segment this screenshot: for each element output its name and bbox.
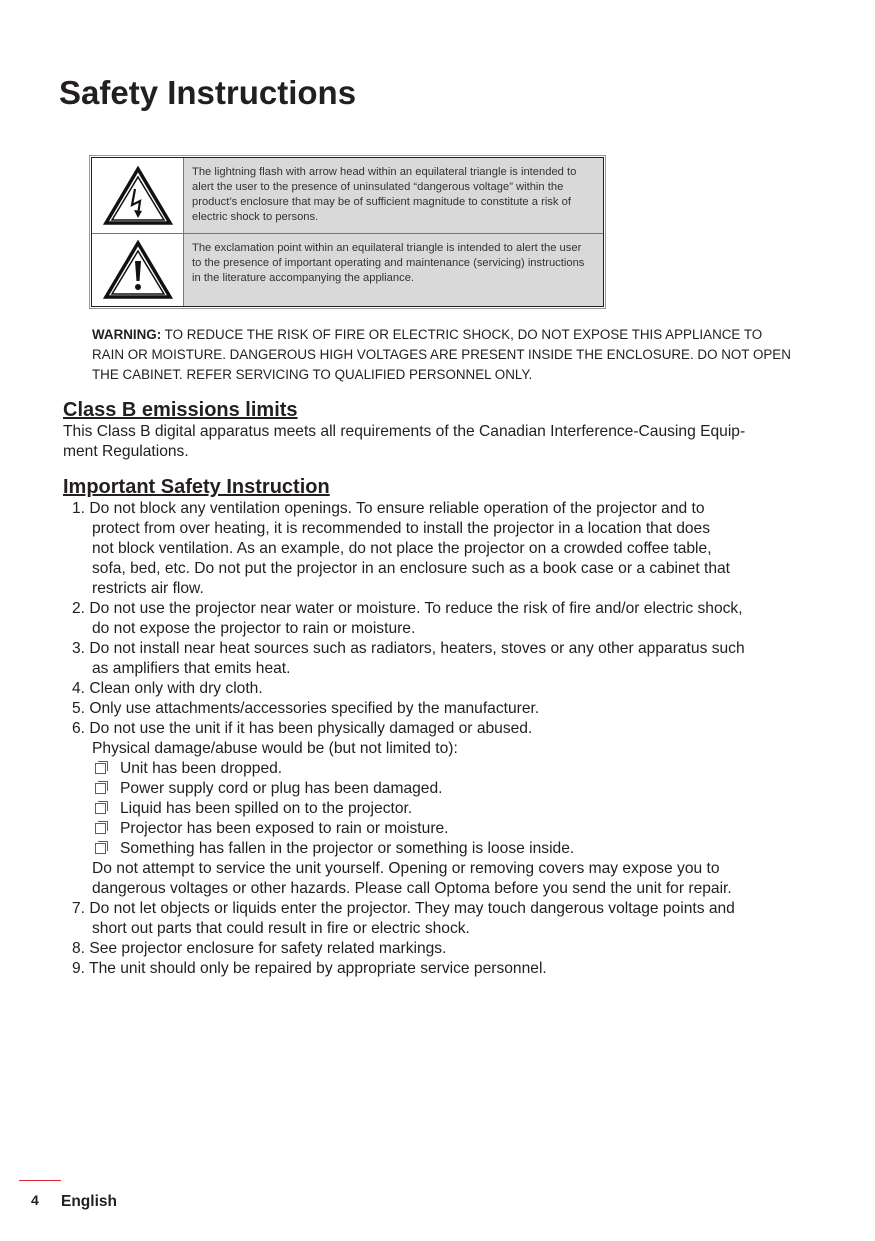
damage-bullet <box>95 799 412 819</box>
list-item: short out parts that could result in fire or electric shock. <box>92 920 470 937</box>
list-item: Do not attempt to service the unit yourself. Opening or removing covers may expose you to <box>92 860 720 877</box>
list-item: 7. Do not let objects or liquids enter the projector. They may touch dangerous voltage points and <box>72 900 735 917</box>
list-item: Physical damage/abuse would be (but not limited to): <box>92 740 458 757</box>
class-b-text <box>63 422 803 462</box>
symbol-row-exclamation <box>92 234 603 306</box>
list-item: 2. Do not use the projector near water or moisture. To reduce the risk of fire and/or electric shock, <box>72 600 743 617</box>
list-item: 4. Clean only with dry cloth. <box>72 680 263 697</box>
page-number: 4 <box>31 1192 39 1208</box>
checkbox-bullet-icon <box>95 783 106 794</box>
symbol-row-lightning <box>92 158 603 234</box>
damage-bullet-text: Something has fallen in the projector or something is loose inside. <box>120 840 575 857</box>
warning-notice <box>92 325 792 385</box>
damage-bullet-text: Projector has been exposed to rain or moisture. <box>120 820 449 837</box>
class-b-text-line: ment Regulations. <box>63 443 189 460</box>
lightning-warning-text: The lightning flash with arrow head within an equilateral triangle is intended to alert the user to the presence of uninsulated “dangerous voltage” within the product’s enclosure that may be of sufficient magnitude to constitute a risk of electric shock to persons. <box>184 158 603 233</box>
list-item: 5. Only use attachments/accessories specified by the manufacturer. <box>72 700 540 717</box>
checkbox-bullet-icon <box>95 823 106 834</box>
checkbox-bullet-icon <box>95 843 106 854</box>
language-label: English <box>61 1193 117 1210</box>
checkbox-bullet-icon <box>95 803 106 814</box>
lightning-warning-icon <box>92 158 184 233</box>
checkbox-bullet-icon <box>95 763 106 774</box>
list-item: 3. Do not install near heat sources such as radiators, heaters, stoves or any other apparatus such <box>72 640 745 657</box>
warning-label: WARNING: <box>92 327 162 342</box>
damage-bullet-text: Unit has been dropped. <box>120 760 283 777</box>
exclamation-warning-text: The exclamation point within an equilateral triangle is intended to alert the user to the presence of important operating and maintenance (servicing) instructions in the literature accompanying the appliance. <box>184 234 603 306</box>
damage-bullet <box>95 819 449 839</box>
list-item: protect from over heating, it is recommended to install the projector in a location that does <box>92 520 711 537</box>
footer-divider <box>19 1180 61 1181</box>
class-b-heading: Class B emissions limits <box>63 399 298 421</box>
list-item: 9. The unit should only be repaired by appropriate service personnel. <box>72 960 547 977</box>
safety-symbols-table <box>91 157 604 307</box>
class-b-text-line: This Class B digital apparatus meets all requirements of the Canadian Interference-Causing Equip- <box>63 423 746 440</box>
list-item: sofa, bed, etc. Do not put the projector in an enclosure such as a book case or a cabinet that <box>92 560 731 577</box>
damage-bullet-text: Liquid has been spilled on to the projector. <box>120 800 413 817</box>
list-item: 8. See projector enclosure for safety related markings. <box>72 940 447 957</box>
list-item: 1. Do not block any ventilation openings. To ensure reliable operation of the projector and to <box>72 500 705 517</box>
list-item: dangerous voltages or other hazards. Please call Optoma before you send the unit for repair. <box>92 880 732 897</box>
damage-bullet <box>95 839 574 859</box>
list-item: 6. Do not use the unit if it has been physically damaged or abused. <box>72 720 533 737</box>
list-item: as amplifiers that emits heat. <box>92 660 291 677</box>
exclamation-warning-icon <box>92 234 184 306</box>
damage-bullet-text: Power supply cord or plug has been damaged. <box>120 780 443 797</box>
list-item: restricts air flow. <box>92 580 204 597</box>
warning-text: TO REDUCE THE RISK OF FIRE OR ELECTRIC SHOCK, DO NOT EXPOSE THIS APPLIANCE TO RAIN OR MOISTURE. DANGEROUS HIGH VOLTAGES ARE PRESENT INSIDE THE ENCLOSURE. DO NOT OPEN THE CABINET. REFER SERVICING TO QUALIFIED PERSONNEL ONLY. <box>92 327 791 382</box>
damage-bullet <box>95 779 442 799</box>
page-title: Safety Instructions <box>59 74 357 111</box>
list-item: do not expose the projector to rain or moisture. <box>92 620 416 637</box>
important-safety-heading: Important Safety Instruction <box>63 476 330 498</box>
damage-bullet <box>95 759 282 779</box>
list-item: not block ventilation. As an example, do not place the projector on a crowded coffee table, <box>92 540 712 557</box>
